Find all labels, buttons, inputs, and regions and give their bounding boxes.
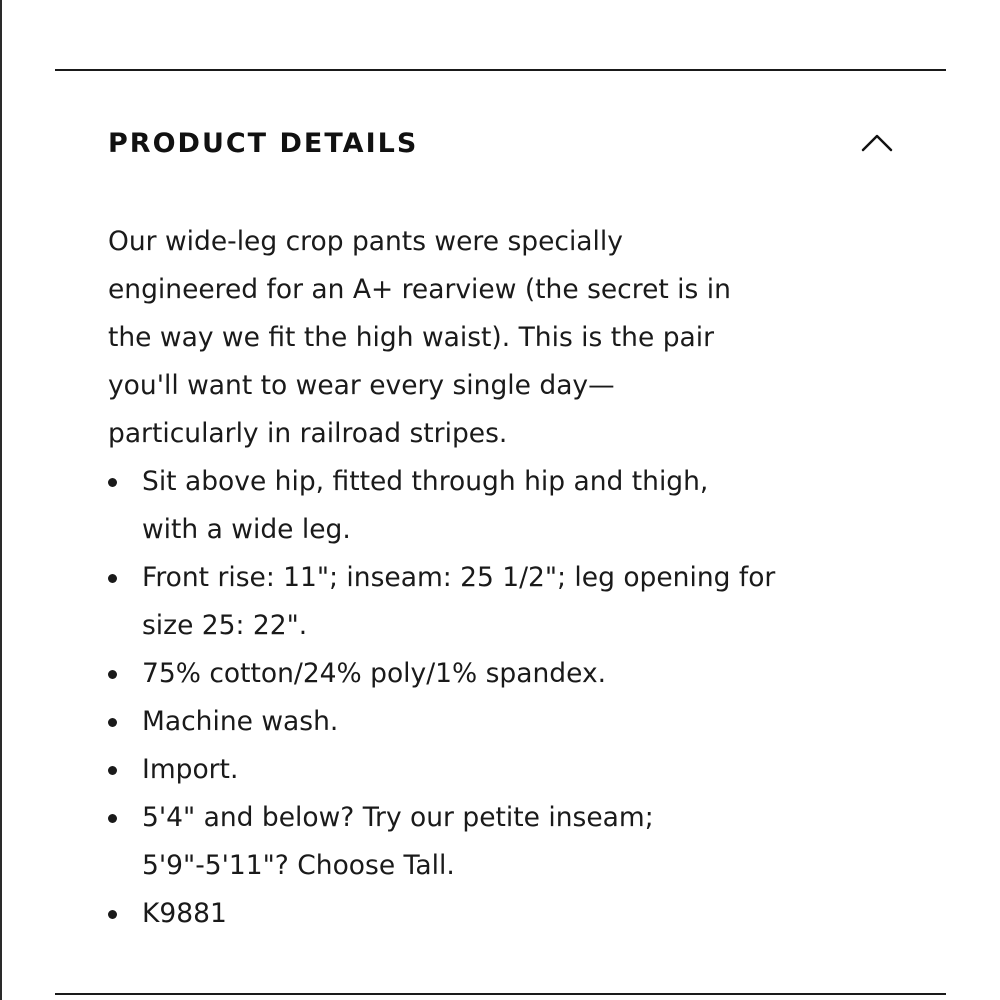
list-item-line: Import.	[142, 754, 239, 785]
list-item	[108, 554, 868, 650]
chevron-up-icon[interactable]	[860, 130, 894, 154]
bottom-divider	[55, 993, 946, 995]
feature-list	[108, 458, 868, 938]
product-details-content	[108, 218, 868, 938]
list-item-line: with a wide leg.	[142, 514, 351, 545]
list-item-line: 5'9"-5'11"? Choose Tall.	[142, 850, 455, 881]
product-details-accordion-header[interactable]	[108, 118, 898, 172]
list-item	[108, 746, 868, 794]
description-line: particularly in railroad stripes.	[108, 418, 508, 449]
description-line: the way we fit the high waist). This is the pair	[108, 322, 715, 353]
product-description	[108, 218, 868, 458]
list-item	[108, 890, 868, 938]
list-item	[108, 698, 868, 746]
list-item-line: 75% cotton/24% poly/1% spandex.	[142, 658, 607, 689]
list-item-line: Machine wash.	[142, 706, 339, 737]
list-item-line: K9881	[142, 898, 227, 929]
description-line: engineered for an A+ rearview (the secret is in	[108, 274, 731, 305]
list-item-line: size 25: 22".	[142, 610, 308, 641]
window-left-edge	[0, 0, 2, 1000]
section-title: PRODUCT DETAILS	[108, 128, 419, 159]
description-line: you'll want to wear every single day—	[108, 370, 615, 401]
list-item-line: 5'4" and below? Try our petite inseam;	[142, 802, 654, 833]
list-item	[108, 794, 868, 890]
list-item	[108, 650, 868, 698]
top-divider	[55, 69, 946, 71]
list-item-line: Sit above hip, fitted through hip and thigh,	[142, 466, 709, 497]
list-item	[108, 458, 868, 554]
description-line: Our wide-leg crop pants were specially	[108, 226, 623, 257]
list-item-line: Front rise: 11"; inseam: 25 1/2"; leg opening for	[142, 562, 776, 593]
